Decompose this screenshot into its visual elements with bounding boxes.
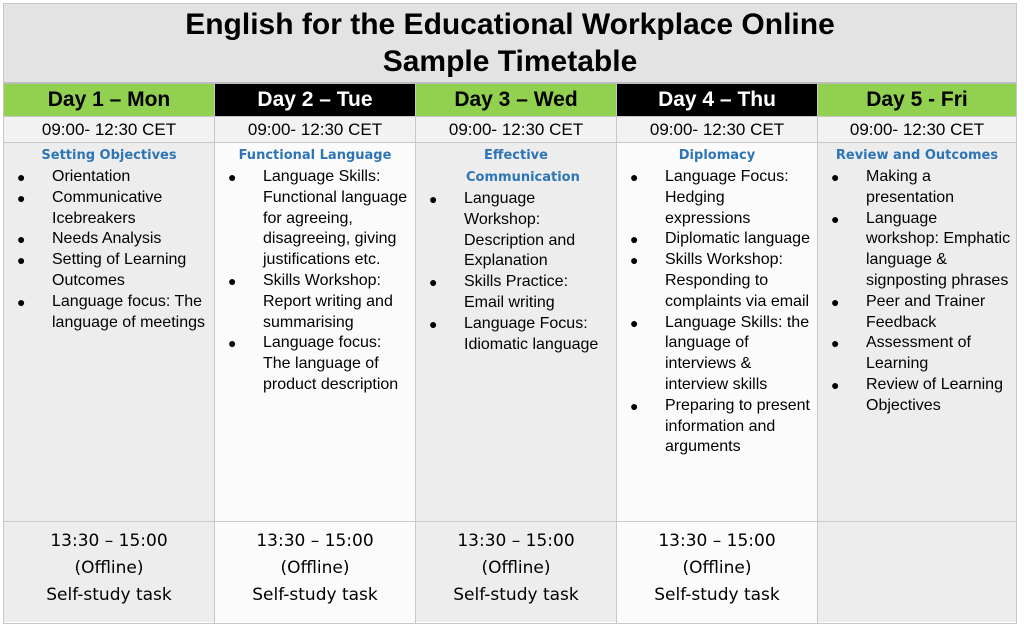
list-item: ● Language Focus: Idiomatic language bbox=[429, 314, 599, 353]
list-item: ● Language focus: The language of product description bbox=[228, 334, 399, 393]
list-item: ● Language Focus: Hedging expressions bbox=[630, 168, 789, 227]
afternoon-mode: (Offline) bbox=[481, 557, 551, 578]
list-item: ● Skills Practice: Email writing bbox=[429, 273, 569, 311]
title-line-2: Sample Timetable bbox=[382, 45, 638, 78]
morning-time: 09:00- 12:30 CET bbox=[818, 116, 1016, 143]
timetable bbox=[3, 3, 1017, 624]
list-item: ● Language Skills: Functional language for agreeing, disagreeing, giving justifications etc. bbox=[228, 168, 408, 269]
list-item: ● Communicative Icebreakers bbox=[17, 188, 163, 227]
bullet-icon: ● bbox=[630, 252, 639, 269]
session-content bbox=[416, 143, 616, 522]
day-column-2 bbox=[215, 84, 416, 623]
session-topic: Diplomacy bbox=[678, 148, 756, 163]
day-column-3 bbox=[416, 84, 617, 623]
session-topic: Effective Communication bbox=[466, 148, 580, 185]
day-column-5 bbox=[818, 84, 1016, 623]
session-topic: Review and Outcomes bbox=[835, 148, 999, 163]
session-topic: Setting Objectives bbox=[41, 148, 177, 163]
list-item: ● Language Skills: the language of interviews & interview skills bbox=[630, 313, 810, 393]
bullet-icon: ● bbox=[630, 397, 639, 414]
day-header: Day 1 – Mon bbox=[4, 84, 214, 116]
afternoon-task: Self-study task bbox=[453, 584, 579, 605]
session-content bbox=[617, 143, 817, 522]
list-item: ● Preparing to present information and arguments bbox=[630, 396, 810, 456]
afternoon-mode: (Offline) bbox=[280, 557, 350, 578]
afternoon-task: Self-study task bbox=[46, 584, 172, 605]
session-content bbox=[4, 143, 214, 522]
afternoon-time: 13:30 – 15:00 bbox=[658, 530, 776, 551]
activity-list bbox=[818, 167, 1016, 417]
bullet-icon: ● bbox=[17, 252, 26, 269]
bullet-icon: ● bbox=[17, 189, 26, 206]
day-column-4 bbox=[617, 84, 818, 623]
day-header: Day 3 – Wed bbox=[416, 84, 616, 116]
morning-time: 09:00- 12:30 CET bbox=[215, 116, 415, 143]
afternoon-mode: (Offline) bbox=[682, 557, 752, 578]
afternoon-time: 13:30 – 15:00 bbox=[50, 530, 168, 551]
bullet-icon: ● bbox=[831, 376, 840, 393]
bullet-icon: ● bbox=[228, 335, 237, 352]
bullet-icon: ● bbox=[17, 293, 26, 310]
bullet-icon: ● bbox=[831, 293, 840, 310]
activity-list bbox=[4, 167, 214, 333]
timetable-title bbox=[4, 4, 1016, 84]
session-content bbox=[215, 143, 415, 522]
morning-time: 09:00- 12:30 CET bbox=[4, 116, 214, 143]
activity-list bbox=[617, 167, 817, 458]
bullet-icon: ● bbox=[17, 231, 26, 248]
bullet-icon: ● bbox=[630, 231, 639, 248]
session-content bbox=[818, 143, 1016, 522]
list-item: ● Language Workshop: Description and Explanation bbox=[429, 190, 576, 270]
list-item: ● Needs Analysis bbox=[4, 229, 214, 250]
bullet-icon: ● bbox=[429, 191, 438, 207]
list-item: ● Language workshop: Emphatic language & signposting phrases bbox=[831, 209, 1011, 289]
list-item: ● Assessment of Learning bbox=[831, 334, 971, 373]
activity-list bbox=[416, 189, 616, 355]
bullet-icon: ● bbox=[831, 169, 840, 185]
bullet-icon: ● bbox=[228, 169, 237, 185]
day-header: Day 2 – Tue bbox=[215, 84, 415, 116]
bullet-icon: ● bbox=[228, 272, 237, 289]
list-item: ● Language focus: The language of meetings bbox=[17, 292, 205, 331]
day-header: Day 4 – Thu bbox=[617, 84, 817, 116]
list-item: ● Skills Workshop: Report writing and summarising bbox=[228, 271, 393, 331]
day-column-1 bbox=[4, 84, 215, 623]
list-item: ● Making a presentation bbox=[831, 168, 955, 206]
afternoon-time: 13:30 – 15:00 bbox=[256, 530, 374, 551]
afternoon-session bbox=[818, 522, 1016, 622]
afternoon-task: Self-study task bbox=[654, 584, 780, 605]
afternoon-session bbox=[215, 522, 415, 622]
morning-time: 09:00- 12:30 CET bbox=[416, 116, 616, 143]
bullet-icon: ● bbox=[630, 314, 639, 331]
list-item: ● Skills Workshop: Responding to complaints via email bbox=[630, 251, 810, 310]
list-item: ● Review of Learning Objectives bbox=[831, 375, 1003, 414]
bullet-icon: ● bbox=[831, 210, 840, 227]
bullet-icon: ● bbox=[630, 169, 639, 185]
bullet-icon: ● bbox=[17, 169, 26, 185]
afternoon-time: 13:30 – 15:00 bbox=[457, 530, 575, 551]
bullet-icon: ● bbox=[429, 274, 438, 291]
title-line-1: English for the Educational Workplace Online bbox=[185, 8, 835, 41]
list-item: ● Orientation bbox=[4, 167, 214, 188]
session-topic: Functional Language bbox=[238, 148, 392, 163]
list-item: ● Setting of Learning Outcomes bbox=[17, 251, 187, 289]
afternoon-task: Self-study task bbox=[252, 584, 378, 605]
day-header: Day 5 - Fri bbox=[818, 84, 1016, 116]
bullet-icon: ● bbox=[831, 335, 840, 352]
list-item: ● Diplomatic language bbox=[617, 229, 817, 250]
afternoon-mode: (Offline) bbox=[74, 557, 144, 578]
afternoon-session bbox=[416, 522, 616, 622]
list-item: ● Peer and Trainer Feedback bbox=[831, 292, 986, 331]
afternoon-session bbox=[4, 522, 214, 622]
morning-time: 09:00- 12:30 CET bbox=[617, 116, 817, 143]
bullet-icon: ● bbox=[429, 315, 438, 332]
activity-list bbox=[215, 167, 415, 396]
afternoon-session bbox=[617, 522, 817, 622]
